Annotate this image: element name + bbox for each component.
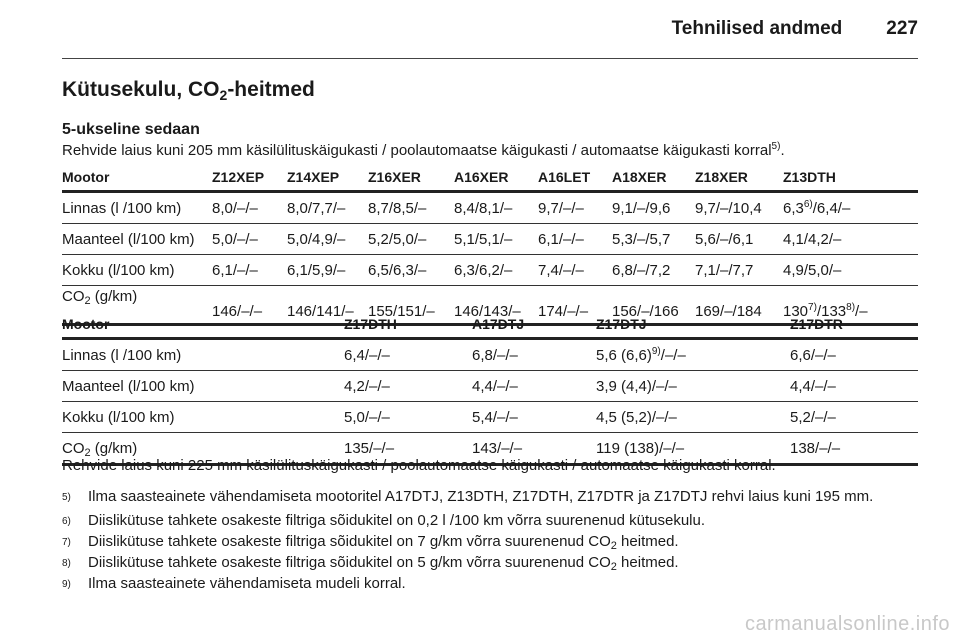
table-row — [62, 224, 918, 255]
table-cell: 6,8/–/– — [472, 339, 596, 371]
table-cell: 5,2/–/– — [790, 402, 918, 433]
footnote — [62, 511, 902, 531]
table-cell: 5,0/–/– — [212, 224, 287, 255]
table-cell: 130$^{7)}$/133$^{8)}$/– — [783, 286, 918, 325]
table-header-row — [62, 166, 918, 192]
row-label: Maanteel (l/100 km) — [62, 371, 344, 402]
section-subtitle: 5-ukseline sedaan — [62, 121, 200, 138]
tyre-note: Rehvide laius kuni 225 mm käsilülituskäigukasti / poolautomaatse käigukasti / automaatse käigukasti korral. — [62, 457, 776, 474]
intro-text: Rehvide laius kuni 205 mm käsilülituskäigukasti / poolautomaatse käigukasti / automaatse käigukasti korral$^{5)}$. — [62, 141, 785, 159]
col-header: A18XER — [612, 166, 695, 192]
table-cell: 6,1/5,9/– — [287, 255, 368, 286]
footnote-mark: 5) — [62, 492, 71, 503]
table-cell: 9,1/–/9,6 — [612, 192, 695, 224]
table-row — [62, 371, 918, 402]
col-header: Z18XER — [695, 166, 783, 192]
table-row — [62, 402, 918, 433]
table-cell: 4,4/–/– — [790, 371, 918, 402]
row-label: $CO_2$ (g/km) — [62, 286, 212, 325]
footnote-text: Diislikütuse tahkete osakeste filtriga sõidukitel on 5 g/km võrra suurenenud $CO_2$ heitmed. — [88, 554, 679, 573]
col-header: Z17DTJ — [596, 314, 790, 339]
page-header — [672, 18, 918, 40]
col-header: Z17DTR — [790, 314, 918, 339]
footnote-text: Ilma saasteainete vähendamiseta mudeli korral. — [88, 575, 406, 592]
consumption-table-petrol — [62, 166, 918, 326]
table-cell: 6,8/–/7,2 — [612, 255, 695, 286]
table-cell: 146/143/– — [454, 286, 538, 325]
table-cell: 7,1/–/7,7 — [695, 255, 783, 286]
footnote-text: Diislikütuse tahkete osakeste filtriga sõidukitel on 0,2 l /100 km võrra suurenenud kütusekulu. — [88, 512, 705, 529]
table-cell: 8,7/8,5/– — [368, 192, 454, 224]
col-header: Z14XEP — [287, 166, 368, 192]
table-cell: 5,6/–/6,1 — [695, 224, 783, 255]
table-cell: 6,3/6,2/– — [454, 255, 538, 286]
row-label: $CO_2$ (g/km) — [62, 433, 344, 465]
table-cell: 6,4/–/– — [344, 339, 472, 371]
table-cell: 4,9/5,0/– — [783, 255, 918, 286]
table-cell: 9,7/–/– — [538, 192, 612, 224]
col-header: Z17DTH — [344, 314, 472, 339]
table-cell: 7,4/–/– — [538, 255, 612, 286]
row-label: Maanteel (l/100 km) — [62, 224, 212, 255]
table-cell: 155/151/– — [368, 286, 454, 325]
table-cell: 6,5/6,3/– — [368, 255, 454, 286]
col-header: A16XER — [454, 166, 538, 192]
table-cell: 4,5 (5,2)/–/– — [596, 402, 790, 433]
table-cell: 4,2/–/– — [344, 371, 472, 402]
footnote — [62, 532, 902, 552]
header-title: Tehnilised andmed — [671, 18, 843, 39]
watermark: carmanualsonline.info — [744, 613, 950, 635]
footnote — [62, 574, 902, 594]
col-header: Z13DTH — [783, 166, 918, 192]
table-cell: 169/–/184 — [695, 286, 783, 325]
table-cell: 4,4/–/– — [472, 371, 596, 402]
table-cell: 5,0/4,9/– — [287, 224, 368, 255]
footnotes — [62, 487, 902, 595]
table-row — [62, 339, 918, 371]
table-cell: 5,4/–/– — [472, 402, 596, 433]
consumption-table-diesel — [62, 314, 918, 466]
table-cell: 9,7/–/10,4 — [695, 192, 783, 224]
table-row — [62, 255, 918, 286]
table-header-row — [62, 314, 918, 339]
row-label: Linnas (l /100 km) — [62, 339, 344, 371]
header-divider — [62, 58, 918, 59]
col-header: Mootor — [62, 166, 212, 192]
table-cell: 6,1/–/– — [212, 255, 287, 286]
table-cell: 135/–/– — [344, 433, 472, 465]
table-cell: 5,6 $(6,6)^{9)}/-/-$ — [596, 339, 790, 371]
table-row — [62, 192, 918, 224]
table-cell: 5,2/5,0/– — [368, 224, 454, 255]
table-cell: 174/–/– — [538, 286, 612, 325]
table-cell: 156/–/166 — [612, 286, 695, 325]
table-cell: 5,1/5,1/– — [454, 224, 538, 255]
table-cell: 6,3$^{6)}$/6,4/– — [783, 192, 918, 224]
col-header: Z12XEP — [212, 166, 287, 192]
table-cell: 8,0/–/– — [212, 192, 287, 224]
table-cell: 138/–/– — [790, 433, 918, 465]
section-title: Kütusekulu, $CO_2$-heitmed — [62, 78, 315, 103]
col-header: Mootor — [62, 314, 344, 339]
row-label: Linnas (l /100 km) — [62, 192, 212, 224]
table-cell: 3,9 (4,4)/–/– — [596, 371, 790, 402]
table-cell: 146/141/– — [287, 286, 368, 325]
footnote — [62, 487, 902, 507]
footnote — [62, 553, 902, 573]
footnote-mark: 6) — [62, 516, 71, 527]
col-header: A16LET — [538, 166, 612, 192]
table-cell: 8,0/7,7/– — [287, 192, 368, 224]
table-cell: 8,4/8,1/– — [454, 192, 538, 224]
page-number: 227 — [886, 18, 918, 39]
row-label: Kokku (l/100 km) — [62, 255, 212, 286]
table-cell: 146/–/– — [212, 286, 287, 325]
table-cell: 6,1/–/– — [538, 224, 612, 255]
table-cell: 6,6/–/– — [790, 339, 918, 371]
table-cell: 143/–/– — [472, 433, 596, 465]
table-cell: 4,1/4,2/– — [783, 224, 918, 255]
table-cell: 5,0/–/– — [344, 402, 472, 433]
footnote-text: Diislikütuse tahkete osakeste filtriga sõidukitel on 7 g/km võrra suurenenud $CO_2$ heitmed. — [88, 533, 679, 552]
footnote-text: Ilma saasteainete vähendamiseta mootoritel A17DTJ, Z13DTH, Z17DTH, Z17DTR ja Z17DTJ rehvi laius kuni 195 mm. — [88, 488, 874, 505]
col-header: A17DTJ — [472, 314, 596, 339]
footnote-mark: 8) — [62, 558, 71, 569]
table-cell: 119 (138)/–/– — [596, 433, 790, 465]
footnote-mark: 7) — [62, 537, 71, 548]
table-cell: 5,3/–/5,7 — [612, 224, 695, 255]
row-label: Kokku (l/100 km) — [62, 402, 344, 433]
col-header: Z16XER — [368, 166, 454, 192]
footnote-mark: 9) — [62, 579, 71, 590]
